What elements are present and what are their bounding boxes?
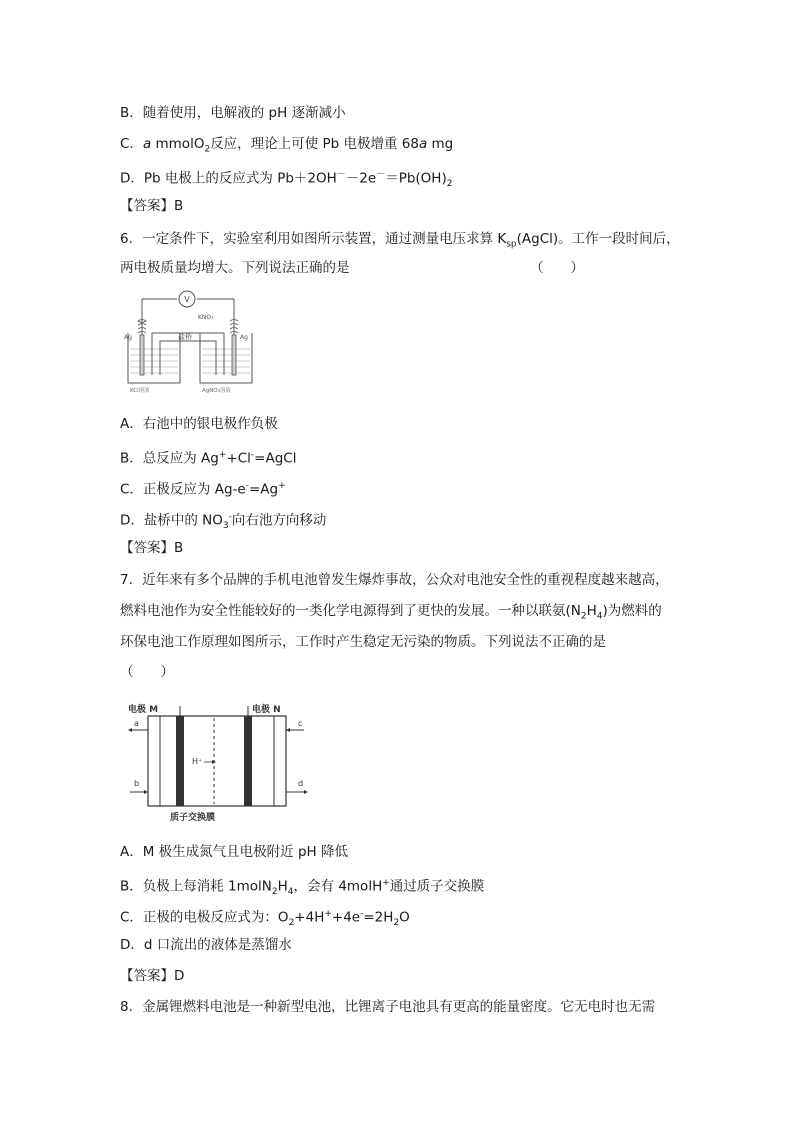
left-ag-electrode: [140, 335, 144, 375]
q7-c-a: C．正极的电极反应式为：O: [120, 909, 289, 926]
q6-galvanic-cell-figure: [122, 287, 272, 397]
q7-c-b: +4H: [294, 909, 325, 926]
q5-c-rest: 反应，理论上可使 Pb 电极增重 68: [210, 136, 419, 152]
q6-d-b: 向右池方向移动: [231, 512, 327, 529]
q7-option-c: [120, 904, 410, 933]
q6-c-sup2: +: [278, 481, 286, 491]
q6-b-sup1: +: [218, 450, 227, 460]
q5-option-c: [120, 134, 453, 160]
q7-answer: 【答案】D: [120, 968, 185, 984]
q6-b-c: =AgCl: [254, 450, 297, 467]
q6-stem-1a: 6．一定条件下，实验室利用如图所示装置，通过测量电压求算 K: [120, 231, 507, 247]
port-c-label: c: [298, 719, 303, 728]
q7-c-c: +4e: [331, 909, 361, 926]
q6-option-c: [120, 476, 286, 500]
q7-stem-2b: H: [586, 603, 597, 619]
voltmeter-label: V: [184, 295, 190, 304]
q6-stem-line2: [120, 258, 584, 278]
right-electrode-label: Ag: [240, 334, 248, 341]
q5-d-mid: －2e: [345, 170, 377, 187]
proton-label: H⁺: [192, 757, 203, 766]
salt-bridge-label: 盐桥: [178, 333, 192, 341]
q7-stem-line1: 7．近年来有多个品牌的手机电池曾发生爆炸事故，公众对电池安全性的重视程度越来越高，: [120, 572, 669, 588]
right-solution-label: AgNO₃溶液: [202, 388, 231, 394]
q5-d-main: D．Pb 电极上的反应式为 Pb＋2OH: [120, 170, 337, 187]
q7-answer-paren: （ ）: [120, 664, 174, 680]
q6-stem-line1: [120, 229, 680, 255]
port-b-label: b: [134, 779, 140, 788]
port-a-label: a: [134, 719, 139, 728]
q6-stem-1b: (AgCl)。工作一段时间后，: [516, 231, 680, 247]
q7-option-b: [120, 873, 484, 902]
q7-c-sub1: 2: [288, 918, 295, 929]
q5-c-sub: 2: [204, 144, 211, 155]
q7-c-e: O: [399, 909, 410, 926]
q7-b-a: B．负极上每消耗 1molN: [120, 878, 272, 895]
port-d-label: d: [298, 779, 304, 788]
q6-b-a: B．总反应为 Ag: [120, 450, 219, 467]
q6-stem-1-sub: sp: [506, 239, 517, 250]
kno3-label: KNO₃: [198, 314, 214, 321]
q5-d-sub: 2: [446, 179, 453, 190]
q5-c-mid: mmolO: [151, 136, 205, 152]
electrode-n: [244, 716, 252, 806]
q6-option-d: [120, 507, 326, 536]
left-electrode-label: Ag: [124, 334, 132, 341]
electrode-m-label: 电极 M: [128, 705, 159, 715]
q6-b-b: +Cl: [226, 450, 251, 467]
q5-option-d: [120, 165, 452, 194]
q5-d-sup2: －: [376, 170, 386, 180]
q6-c-b: =Ag: [248, 481, 279, 498]
q7-stem-2-sub2: 4: [596, 611, 603, 622]
membrane-label: 质子交换膜: [170, 813, 216, 823]
q7-stem-line3: 环保电池工作原理如图所示，工作时产生稳定无污染的物质。下列说法不正确的是: [120, 634, 606, 650]
q5-c-var: a: [142, 136, 152, 152]
q6-stem-2: 两电极质量均增大。下列说法正确的是: [120, 260, 350, 276]
q7-stem-line2: [120, 601, 662, 627]
q7-c-sup2: -: [360, 909, 364, 919]
q7-b-d: 通过质子交换膜: [389, 878, 485, 895]
q7-option-a: A．M 极生成氮气且电极附近 pH 降低: [120, 844, 348, 860]
left-solution-label: KCl溶液: [130, 388, 150, 394]
q6-c-sup1: -: [245, 481, 249, 491]
q7-b-sup: +: [382, 878, 390, 888]
q5-c-var2: a: [418, 136, 428, 152]
q6-d-sup: -: [228, 512, 232, 522]
q7-b-b: H: [277, 878, 288, 895]
q6-answer-paren: （ ）: [530, 260, 584, 276]
q7-stem-2-sub1: 2: [580, 611, 587, 622]
q6-answer: 【答案】B: [120, 540, 184, 556]
q8-stem-line1: 8．金属锂燃料电池是一种新型电池，比锂离子电池具有更高的能量密度。它无电时也无需: [120, 999, 656, 1015]
q6-d-sub: 3: [222, 521, 229, 532]
right-ag-electrode: [232, 335, 236, 375]
q7-c-sup1: +: [324, 909, 332, 919]
cell-frame: [148, 716, 286, 806]
q6-option-b: [120, 445, 296, 469]
q6-b-sup2: -: [250, 450, 255, 460]
q5-option-b: [120, 103, 346, 123]
q5-option-b-text: B．随着使用，电解液的 pH 逐渐减小: [120, 105, 346, 121]
q5-d-end: ＝Pb(OH): [385, 170, 447, 187]
electrode-n-label: 电极 N: [252, 705, 281, 715]
q6-option-a: A．右池中的银电极作负极: [120, 416, 278, 432]
q7-b-c: ，会有 4molH: [293, 878, 383, 895]
electrode-m: [176, 716, 184, 806]
q7-fuel-cell-figure: [126, 700, 316, 825]
q7-c-d: =2H: [363, 909, 394, 926]
q6-c-a: C．正极反应为 Ag-e: [120, 481, 246, 498]
q7-option-d: D．d 口流出的液体是蒸馏水: [120, 937, 292, 953]
q7-c-sub2: 2: [393, 918, 400, 929]
q7-stem-2a: 燃料电池作为安全性能较好的一类化学电源得到了更快的发展。一种以联氨(N: [120, 603, 581, 619]
q7-b-sub1: 2: [271, 887, 278, 898]
q5-answer: 【答案】B: [120, 198, 184, 214]
q6-d-a: D．盐桥中的 NO: [120, 512, 223, 529]
q7-stem-2c: )为燃料的: [602, 603, 662, 619]
q5-c-prefix: C．: [120, 136, 143, 152]
q7-b-sub2: 4: [287, 887, 294, 898]
q5-c-end: mg: [427, 136, 454, 152]
q5-d-sup1: －: [336, 170, 346, 180]
